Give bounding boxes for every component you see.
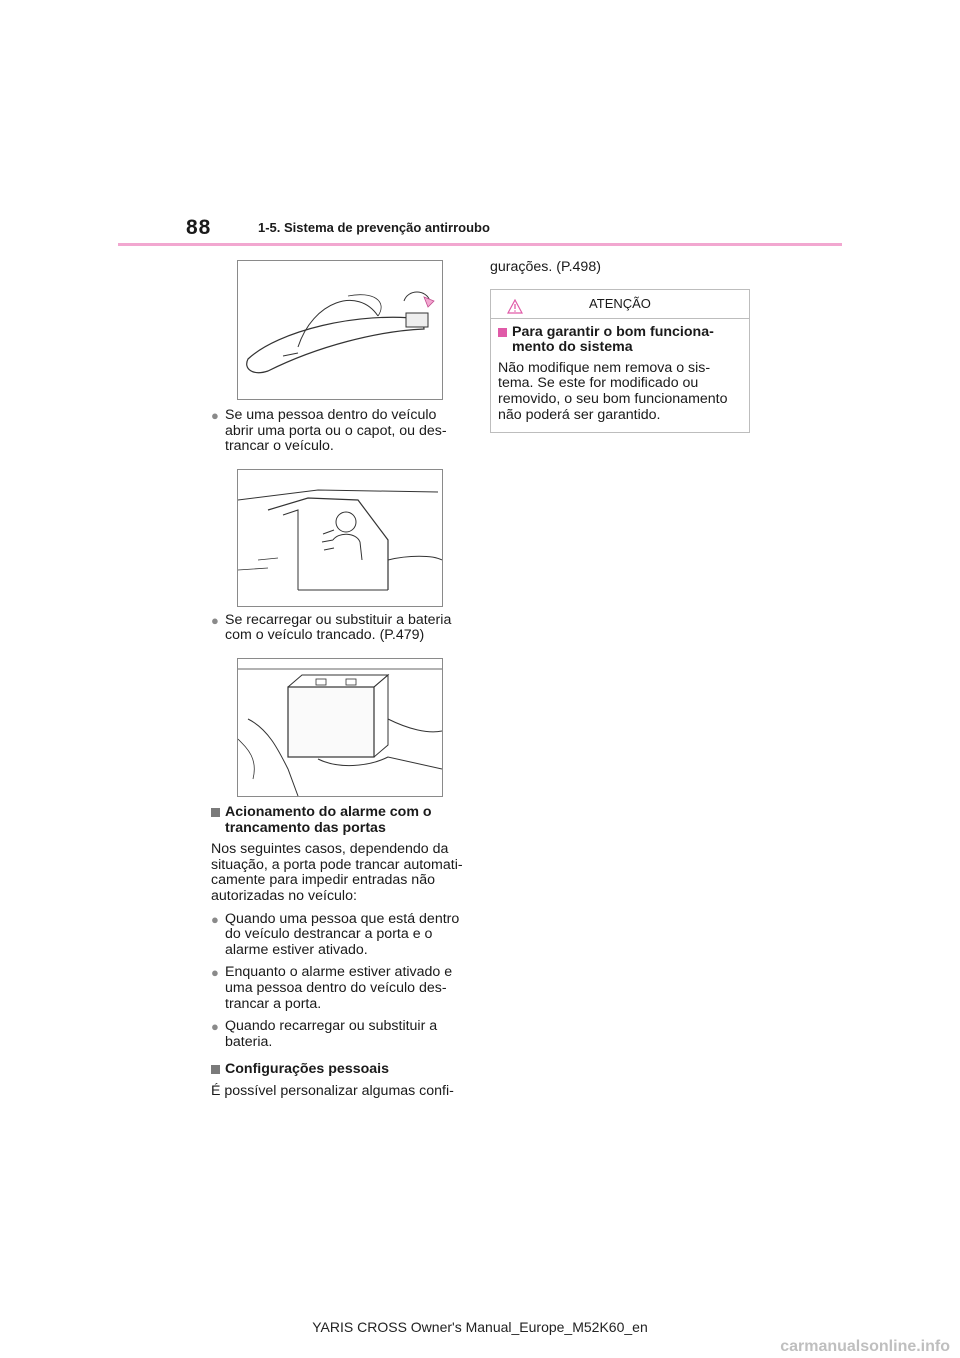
list-item: ● Se recarregar ou substituir a bateria com o veículo trancado. (P.479) bbox=[211, 611, 452, 644]
warning-box bbox=[490, 289, 750, 434]
watermark: carmanualsonline.info bbox=[780, 1338, 950, 1355]
list-item: ● Se uma pessoa dentro do veículo abrir uma porta ou o capot, ou des- trancar o veículo. bbox=[211, 407, 447, 455]
section-title: 1-5. Sistema de prevenção antirroubo bbox=[258, 220, 490, 235]
warning-title: ATENÇÃO bbox=[589, 295, 651, 311]
circle-bullet-icon: ● bbox=[211, 1019, 219, 1035]
list-item: ● Quando uma pessoa que está dentro do veículo destrancar a porta e o alarme estiver ativado. bbox=[211, 910, 460, 958]
warning-header bbox=[491, 290, 749, 319]
footer-text: YARIS CROSS Owner's Manual_Europe_M52K60_en bbox=[312, 1319, 648, 1335]
person-in-car-illustration bbox=[237, 469, 443, 607]
paragraph: Nos seguintes casos, dependendo da situação, a porta pode trancar automati- camente para impedir entradas não autorizadas no veículo: bbox=[211, 841, 463, 904]
paragraph: É possível personalizar algumas confi- bbox=[211, 1082, 454, 1099]
list-item: ● Enquanto o alarme estiver ativado e uma pessoa dentro do veículo des- trancar a porta. bbox=[211, 964, 453, 1012]
subheading-alarm-door-lock: Acionamento do alarme com o trancamento das portas bbox=[211, 805, 473, 836]
warning-text: Não modifique nem remova o sis- tema. Se este for modificado ou removido, o seu bom funcionamento não poderá ser garantido. bbox=[498, 359, 728, 423]
square-marker-icon bbox=[211, 808, 220, 817]
warning-body bbox=[491, 319, 749, 424]
door-handle-illustration bbox=[237, 260, 443, 400]
warning-subheading: Para garantir o bom funciona- mento do sistema bbox=[498, 325, 742, 356]
left-column bbox=[211, 260, 473, 1099]
right-column bbox=[490, 260, 752, 433]
square-marker-icon bbox=[211, 1065, 220, 1074]
warning-triangle-icon bbox=[507, 296, 523, 324]
circle-bullet-icon: ● bbox=[211, 612, 219, 628]
battery-replacement-illustration bbox=[237, 658, 443, 797]
circle-bullet-icon: ● bbox=[211, 408, 219, 423]
circle-bullet-icon: ● bbox=[211, 965, 219, 981]
paragraph-continued: gurações. (P.498) bbox=[490, 259, 601, 275]
circle-bullet-icon: ● bbox=[211, 911, 219, 927]
subheading-personal-settings: Configurações pessoais bbox=[211, 1062, 473, 1078]
page-number: 88 bbox=[186, 216, 212, 239]
list-item: ● Quando recarregar ou substituir a bateria. bbox=[211, 1018, 438, 1050]
square-marker-icon bbox=[498, 328, 507, 337]
header-rule bbox=[118, 243, 842, 246]
